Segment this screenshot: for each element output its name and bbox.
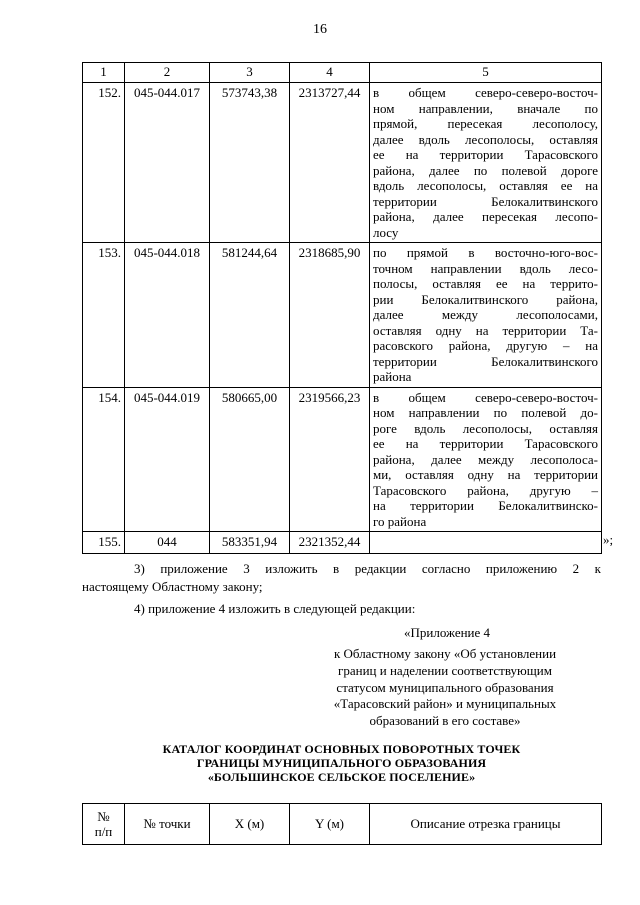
paragraph-3-line-2: настоящему Областному закону; [82,579,263,594]
catalog-table [82,803,602,845]
segment-description [370,83,602,243]
description-line: территории Белокалитвинского [373,353,598,369]
y-coordinate: 2313727,44 [290,83,370,243]
y-coordinate: 2321352,44 [290,532,370,554]
paragraph-3-line-1: 3) приложение 3 изложить в редакции согласно приложению 2 к [134,561,601,576]
column-header: 2 [125,63,210,83]
boundary-coordinates-table [82,62,602,554]
column-header-y: Y (м) [290,804,370,845]
description-line: ном направлении по полевой до- [373,405,598,420]
column-header: 1 [83,63,125,83]
y-coordinate: 2318685,90 [290,243,370,388]
column-header: 3 [210,63,290,83]
catalog-title-line: «БОЛЬШИНСКОЕ СЕЛЬСКОЕ ПОСЕЛЕНИЕ» [207,770,476,784]
segment-description [370,387,602,532]
description-line: ее на территории Тарасовского [373,147,598,162]
closing-quote-mark: »; [603,532,614,547]
description-line: района, далее по полевой дороге [373,162,598,178]
point-code: 045-044.017 [125,83,210,243]
table-row [83,83,602,243]
description-line: на территории Белокалитвинско- [373,498,598,513]
segment-description [370,532,602,554]
column-header-num-line: п/п [94,824,113,839]
row-number: 155. [83,532,125,554]
description-line: района, далее между лесополоса- [373,451,598,467]
appendix-caption-line: образований в его составе» [369,713,521,729]
description-line: далее между лесополосами, [373,307,598,322]
description-line: Тарасовского района, другую – [373,482,598,498]
appendix-caption-line: «Тарасовский район» и муниципальных [333,696,557,712]
description-line: роге вдоль лесополосы, оставляя [373,420,598,436]
column-header-description: Описание отрезка границы [370,804,602,845]
column-header-point: № точки [125,804,210,845]
table-header-row [83,63,602,83]
appendix-caption-line: к Областному закону «Об установлении [333,646,557,661]
appendix-caption [300,646,590,730]
description-line: ми, оставляя одну на территории [373,467,598,482]
column-header: 5 [370,63,602,83]
catalog-title-line: КАТАЛОГ КООРДИНАТ ОСНОВНЫХ ПОВОРОТНЫХ ТОЧЕК [162,742,521,756]
x-coordinate: 583351,94 [210,532,290,554]
point-code: 045-044.019 [125,387,210,532]
x-coordinate: 581244,64 [210,243,290,388]
description-line: вдоль лесополосы, оставляя ее на [373,178,598,193]
table-row [83,387,602,532]
y-coordinate: 2319566,23 [290,387,370,532]
catalog-title [82,742,601,784]
column-header-x: X (м) [210,804,290,845]
description-line: полосы, оставляя ее на террито- [373,276,598,291]
description-line: ном направлении, вначале по [373,100,598,116]
column-header-num [83,804,125,845]
point-code: 044 [125,532,210,554]
column-header: 4 [290,63,370,83]
description-line: района, далее пересекая лесопо- [373,209,598,224]
catalog-title-line: ГРАНИЦЫ МУНИЦИПАЛЬНОГО ОБРАЗОВАНИЯ [196,756,487,770]
description-line: ее на территории Тарасовского [373,436,598,451]
description-line: далее вдоль лесополосы, оставляя [373,131,598,147]
description-line: рии Белокалитвинского района, [373,291,598,307]
description-line: по прямой в восточно-юго-вос- [373,245,598,260]
appendix-title: «Приложение 4 [404,625,491,640]
appendix-caption-line: статусом муниципального образования [336,679,554,695]
description-line: го района [373,513,427,529]
column-header-num-line: № [97,808,110,824]
appendix-caption-line: границ и наделении соответствующим [338,662,552,678]
catalog-header-row [83,804,602,845]
description-line: оставляя одну на территории Та- [373,322,598,338]
point-code: 045-044.018 [125,243,210,388]
description-line: расовского района, другую – на [373,338,598,353]
description-line: в общем северо-северо-восточ- [373,389,598,405]
page-number: 16 [313,22,327,37]
x-coordinate: 573743,38 [210,83,290,243]
paragraph-4: 4) приложение 4 изложить в следующей редакции: [134,601,416,616]
row-number: 152. [83,83,125,243]
description-line: точном направлении вдоль лесо- [373,260,598,276]
x-coordinate: 580665,00 [210,387,290,532]
description-line: в общем северо-северо-восточ- [373,85,598,100]
segment-description [370,243,602,388]
table-row [83,243,602,388]
description-line: лосу [373,224,399,240]
description-line: района [373,369,412,384]
description-line: прямой, пересекая лесополосу, [373,116,598,131]
row-number: 154. [83,387,125,532]
row-number: 153. [83,243,125,388]
description-line: территории Белокалитвинского [373,193,598,209]
paragraph-3 [82,560,601,596]
table-row [83,532,602,554]
